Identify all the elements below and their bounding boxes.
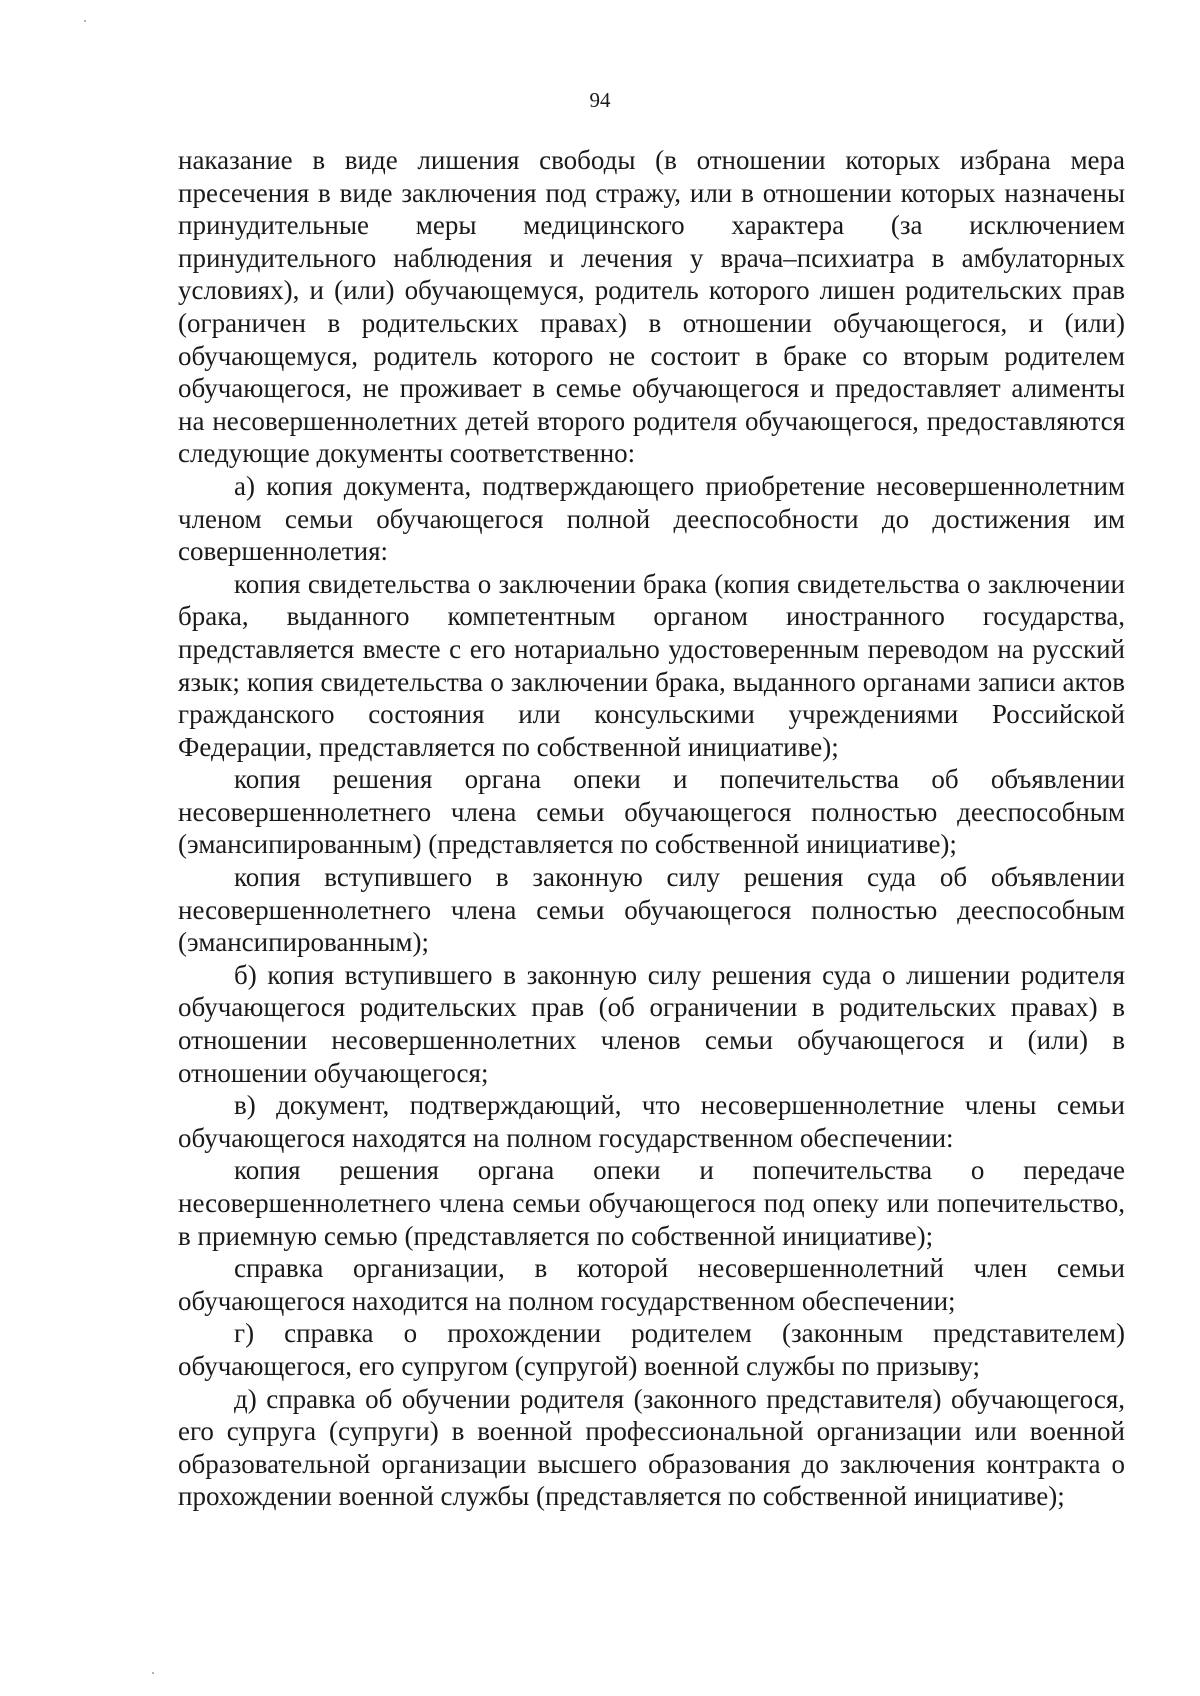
paragraph-4: копия решения органа опеки и попечительства об объявлении несовершеннолетнего члена семьи обучающегося полностью дееспособным (эмансипированным) (представляется по собственной инициативе); [178,764,1125,860]
paragraph-5: копия вступившего в законную силу решения суда об объявлении несовершеннолетнего члена семьи обучающегося полностью дееспособным (эмансипированным); [178,862,1125,958]
scan-speck [84,20,86,22]
document-body [178,144,1125,1513]
page-number: 94 [589,88,611,112]
paragraph-11: д) справка об обучении родителя (законного представителя) обучающегося, его супруга (супруги) в военной профессиональной организации или военной образовательной организации высшего образования до заключения контракта о прохождении военной службы (представляется по собственной инициативе); [178,1383,1125,1512]
paragraph-1: наказание в виде лишения свободы (в отношении которых избрана мера пресечения в виде заключения под стражу, или в отношении которых назначены принудительные меры медицинского характера (за исключением принудительного наблюдения и лечения у врача–психиатра в амбулаторных условиях), и (или) обучающемуся, родитель которого лишен родительских прав (ограничен в родительских правах) в отношении обучающегося, и (или) обучающемуся, родитель которого не состоит в браке со вторым родителем обучающегося, не проживает в семье обучающегося и предоставляет алименты на несовершеннолетних детей второго родителя обучающегося, предоставляются следующие документы соответственно: [178,145,1125,469]
paragraph-7: в) документ, подтверждающий, что несовершеннолетние члены семьи обучающегося находятся на полном государственном обеспечении: [178,1090,1125,1153]
scan-speck [152,1672,154,1674]
paragraph-2: а) копия документа, подтверждающего приобретение несовершеннолетним членом семьи обучающегося полной дееспособности до достижения им совершеннолетия: [178,470,1125,567]
paragraph-9: справка организации, в которой несовершеннолетний член семьи обучающегося находится на полном государственном обеспечении; [178,1253,1125,1316]
paragraph-6: б) копия вступившего в законную силу решения суда о лишении родителя обучающегося родительских прав (об ограничении в родительских правах) в отношении несовершеннолетних членов семьи обучающегося и (или) в отношении обучающегося; [178,959,1125,1088]
paragraph-8: копия решения органа опеки и попечительства о передаче несовершеннолетнего члена семьи обучающегося под опеку или попечительство, в приемную семью (представляется по собственной инициативе); [178,1155,1125,1251]
paragraph-10: г) справка о прохождении родителем (законным представителем) обучающегося, его супругом (супругой) военной службы по призыву; [178,1318,1125,1381]
paragraph-3: копия свидетельства о заключении брака (копия свидетельства о заключении брака, выданного компетентным органом иностранного государства, представляется вместе с его нотариально удостоверенным переводом на русский язык; копия свидетельства о заключении брака, выданного органами записи актов гражданского состояния или консульскими учреждениями Российской Федерации, представляется по собственной инициативе); [178,568,1125,762]
